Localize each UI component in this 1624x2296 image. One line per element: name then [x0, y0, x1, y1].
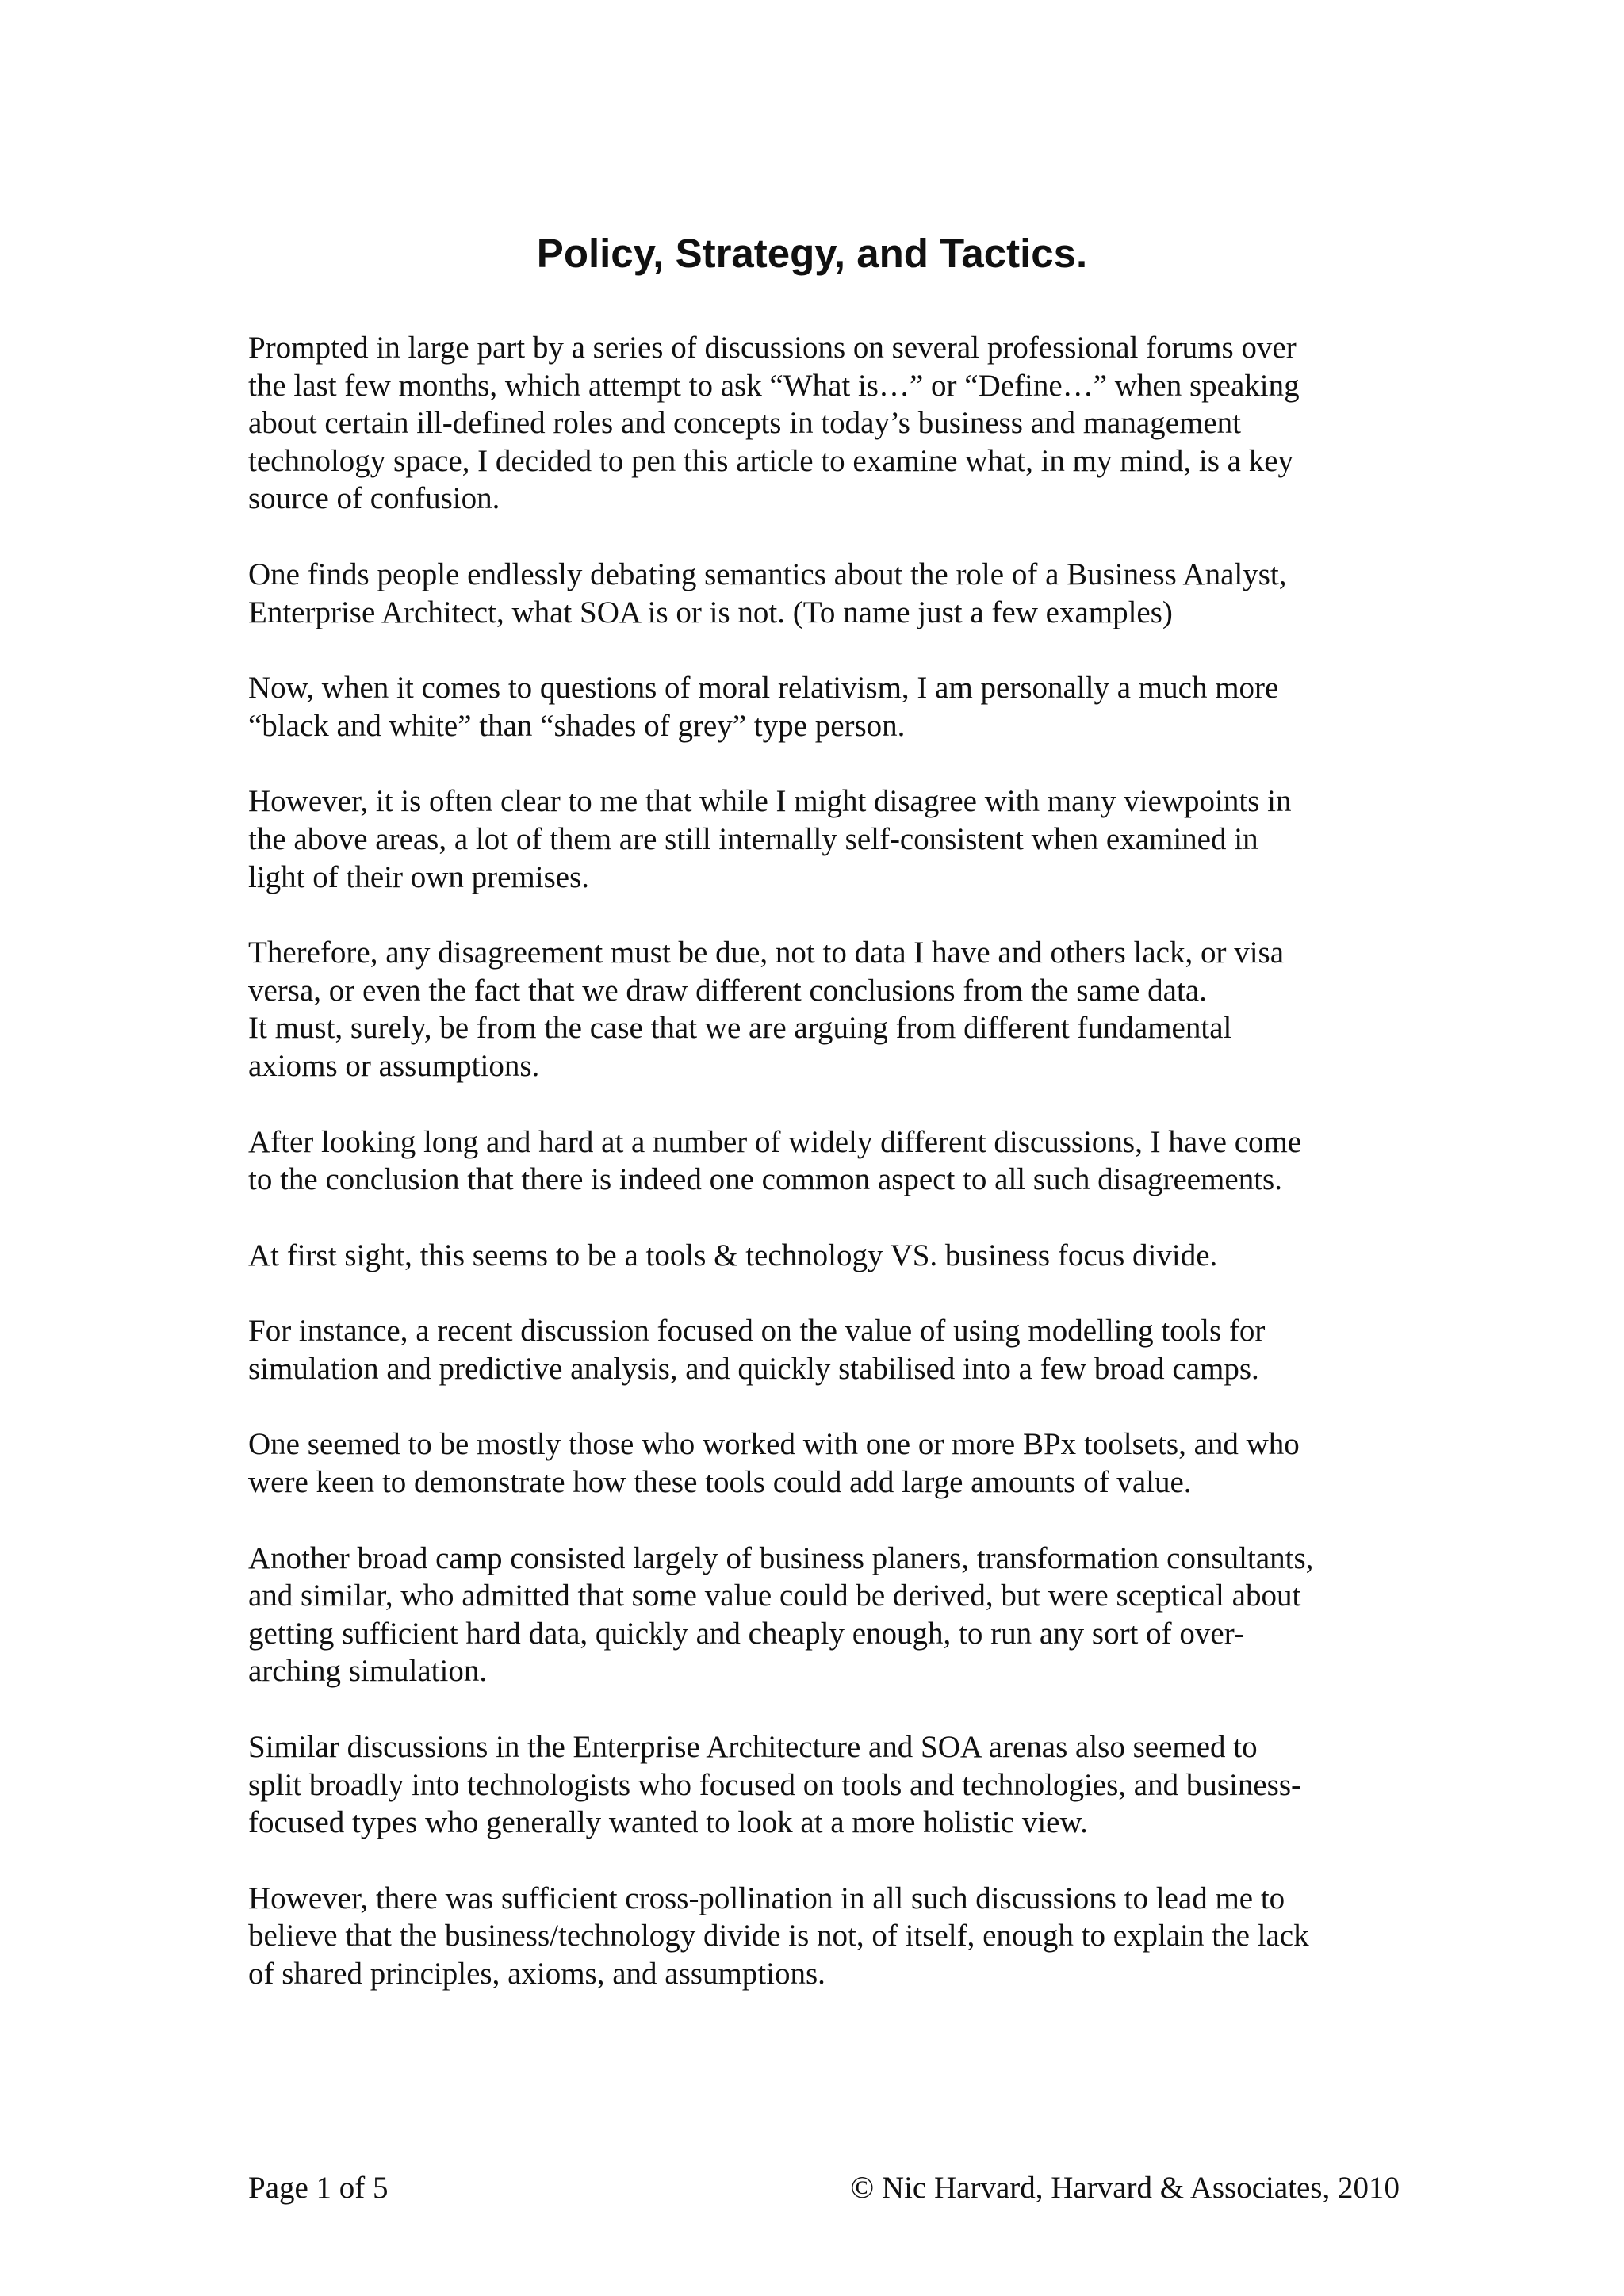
paragraph-spacer: [248, 1085, 1398, 1123]
paragraph-12: However, there was sufficient cross-pollination in all such discussions to lead me to believe that the business/technology divide is not, of itself, enough to explain the lack of shared principles, axioms, and assumptions.: [248, 1881, 1309, 1991]
copyright-notice: © Nic Harvard, Harvard & Associates, 2010: [850, 2171, 1400, 2205]
paragraph-spacer: [248, 896, 1398, 934]
paragraph-spacer: [248, 631, 1398, 669]
paragraph-10: Another broad camp consisted largely of business planers, transformation consultants, and similar, who admitted that some value could be derived, but were sceptical about getting sufficient hard data, quickly and cheaply enough, to run any sort of over- arching simulation.: [248, 1540, 1314, 1689]
paragraph-spacer: [248, 744, 1398, 783]
paragraph-5: Therefore, any disagreement must be due, not to data I have and others lack, or visa versa, or even the fact that we draw different conclusions from the same data. It must, surely, be from the case that we are arguing from different fundamental axioms or assumptions.: [248, 936, 1285, 1083]
paragraph-spacer: [248, 1842, 1398, 1880]
paragraph-spacer: [248, 1502, 1398, 1540]
paragraph-1: Prompted in large part by a series of discussions on several professional forums over the last few months, which attempt to ask “What is…” or “Define…” when speaking about certain ill-defined roles and concepts in today’s business and management technology space, I decided to pen this article to examine what, in my mind, is a key source of confusion.: [248, 331, 1300, 516]
page-title: Policy, Strategy, and Tactics.: [536, 231, 1088, 276]
paragraph-spacer: [248, 518, 1398, 556]
paragraph-11: Similar discussions in the Enterprise Architecture and SOA arenas also seemed to split broadly into technologists who focused on tools and technologies, and business- focused types who generally wanted to look at a more holistic view.: [248, 1730, 1301, 1840]
paragraph-6: After looking long and hard at a number of widely different discussions, I have come to the conclusion that there is indeed one common aspect to all such disagreements.: [248, 1124, 1302, 1197]
paragraph-spacer: [248, 1274, 1398, 1312]
paragraph-2: One finds people endlessly debating semantics about the role of a Business Analyst, Enterprise Architect, what SOA is or is not. (To name just a few examples): [248, 557, 1287, 629]
paragraph-spacer: [248, 1690, 1398, 1728]
document-body: [248, 329, 1398, 1993]
page-number: Page 1 of 5: [248, 2171, 389, 2205]
paragraph-3: Now, when it comes to questions of moral relativism, I am personally a much more “black and white” than “shades of grey” type person.: [248, 671, 1279, 743]
paragraph-9: One seemed to be mostly those who worked with one or more BPx toolsets, and who were keen to demonstrate how these tools could add large amounts of value.: [248, 1427, 1300, 1500]
paragraph-4: However, it is often clear to me that while I might disagree with many viewpoints in the above areas, a lot of them are still internally self-consistent when examined in light of their own premises.: [248, 784, 1292, 894]
paragraph-spacer: [248, 1387, 1398, 1425]
paragraph-7: At first sight, this seems to be a tools & technology VS. business focus divide.: [248, 1238, 1218, 1272]
paragraph-8: For instance, a recent discussion focused on the value of using modelling tools for simulation and predictive analysis, and quickly stabilised into a few broad camps.: [248, 1314, 1266, 1386]
paragraph-spacer: [248, 1199, 1398, 1237]
